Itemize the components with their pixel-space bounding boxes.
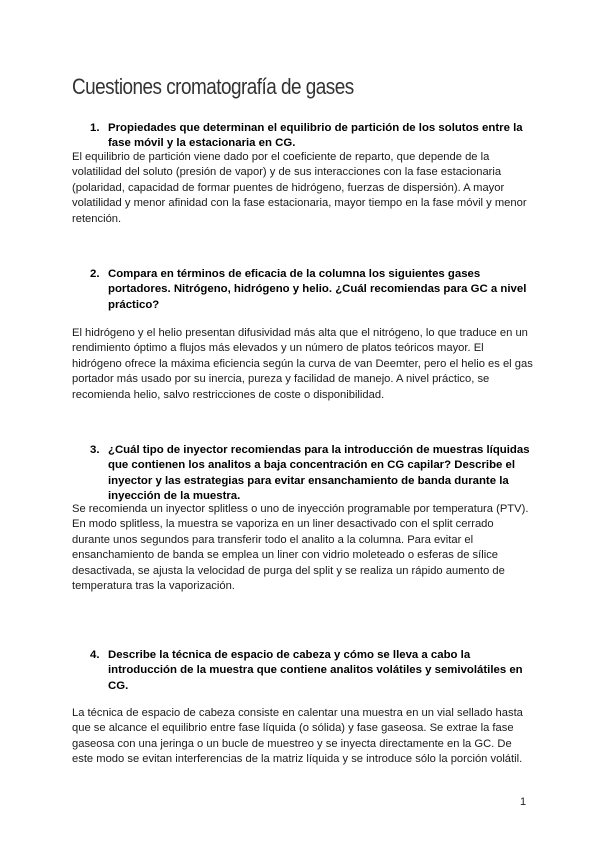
answer-3: Se recomienda un inyector splitless o uno de inyección programable por temperatura (PTV). En modo splitless, la muestra se vaporiza en un liner desactivado con el split cerrado durante unos segundos para transferir todo el analito a la columna. Para evitar el ensanchamiento de banda se emplea un liner con vidrio moleteado o esferas de sílice desactivada, se ajusta la velocidad de purga del split y se realiza un rápido aumento de temperatura tras la vaporización. bbox=[72, 503, 529, 593]
question-number: 2. bbox=[90, 268, 100, 280]
question-4 bbox=[90, 648, 535, 694]
question-number: 3. bbox=[90, 444, 100, 456]
page-number: 1 bbox=[520, 796, 527, 808]
answer-4: La técnica de espacio de cabeza consiste en calentar una muestra en un vial sellado hasta que se alcance el equilibrio entre fase líquida (o sólida) y fase gaseosa. Se extrae la fase gaseosa con una jeringa o un bucle de muestreo y se inyecta directamente en la GC. De este modo se evitan interferencias de la matriz líquida y se introduce sólo la porción volátil. bbox=[72, 707, 523, 766]
question-number: 1. bbox=[90, 122, 100, 134]
question-text: Describe la técnica de espacio de cabeza y cómo se lleva a cabo la introducción de la muestra que contiene analitos volátiles y semivolátiles en CG. bbox=[108, 649, 523, 692]
answer-1: El equilibrio de partición viene dado por el coeficiente de reparto, que depende de la volatilidad del soluto (presión de vapor) y de sus interacciones con la fase estacionaria (polaridad, capacidad de formar puentes de hidrógeno, fuerzas de dispersión). A mayor volatilidad y menor afinidad con la fase estacionaria, mayor tiempo en la fase móvil y menor retención. bbox=[72, 151, 527, 225]
question-text: Compara en términos de eficacia de la columna los siguientes gases portadores. Nitrógeno, hidrógeno y helio. ¿Cuál recomiendas para GC a nivel práctico? bbox=[108, 268, 527, 311]
page-title: Cuestiones cromatografía de gases bbox=[72, 74, 354, 99]
question-number: 4. bbox=[90, 649, 100, 661]
question-3 bbox=[90, 443, 535, 504]
question-text: ¿Cuál tipo de inyector recomiendas para la introducción de muestras líquidas que contienen los analitos a baja concentración en CG capilar? Describe el inyector y las estrategias para evitar ensanchamiento de banda durante la inyección de la muestra. bbox=[108, 444, 530, 502]
question-text: Propiedades que determinan el equilibrio de partición de los solutos entre la fase móvil y la estacionaria en CG. bbox=[108, 122, 523, 150]
answer-2: El hidrógeno y el helio presentan difusividad más alta que el nitrógeno, lo que traduce en un rendimiento óptimo a flujos más elevados y un número de platos teóricos mayor. El hidrógeno ofrece la máxima eficiencia según la curva de van Deemter, pero el helio es el gas portador más usado por su inercia, pureza y facilidad de manejo. A nivel práctico, se recomienda helio, salvo restricciones de coste o disponibilidad. bbox=[72, 327, 533, 401]
question-1 bbox=[90, 121, 535, 152]
question-2 bbox=[90, 267, 535, 313]
